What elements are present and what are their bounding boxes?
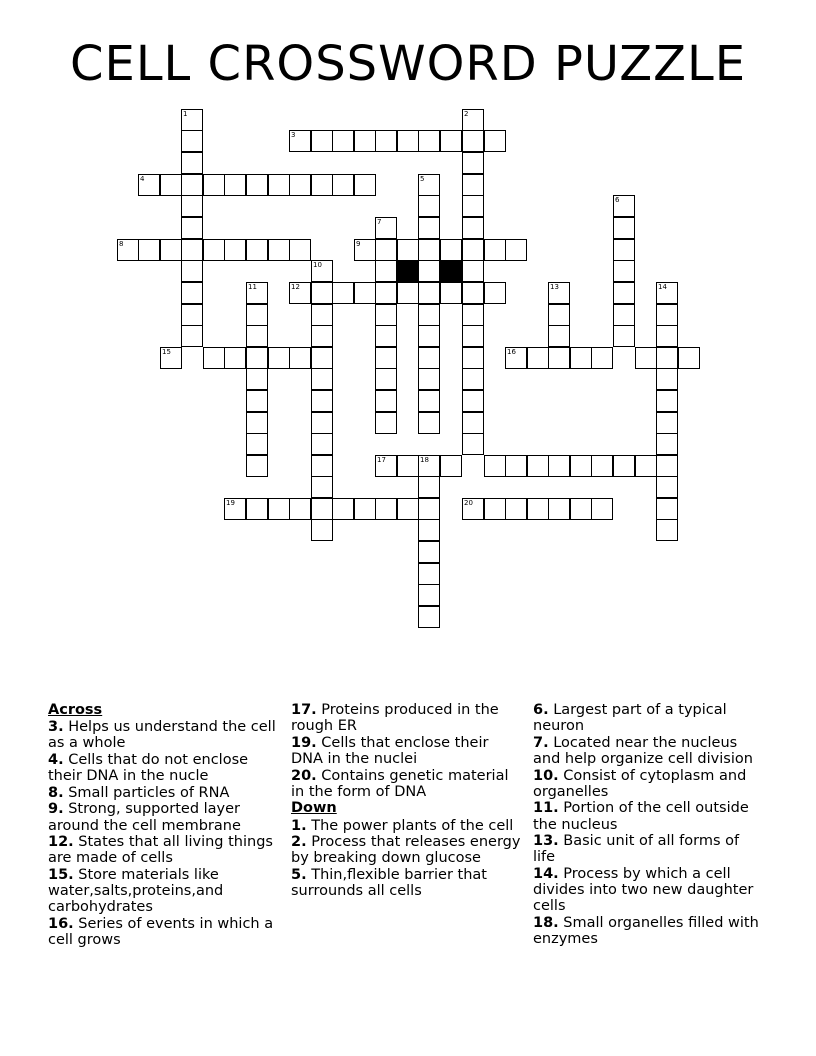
clue-number: 10. bbox=[533, 767, 559, 784]
crossword-cell[interactable] bbox=[375, 260, 397, 282]
clue-down-5 bbox=[291, 867, 523, 899]
crossword-cell[interactable] bbox=[591, 498, 613, 520]
crossword-cell[interactable] bbox=[570, 455, 592, 477]
clue-down-11 bbox=[533, 800, 765, 832]
crossword-cell[interactable] bbox=[397, 130, 419, 152]
clue-number-label: 6 bbox=[615, 196, 620, 204]
crossword-black-cell bbox=[440, 260, 462, 282]
crossword-cell[interactable] bbox=[462, 498, 484, 520]
crossword-cell[interactable] bbox=[613, 260, 635, 282]
crossword-cell[interactable] bbox=[246, 282, 268, 304]
clue-text: Consist of cytoplasm and organelles bbox=[533, 767, 747, 800]
clue-text: Series of events in which a cell grows bbox=[48, 915, 274, 949]
crossword-cell[interactable] bbox=[181, 130, 203, 152]
clue-text: Located near the nucleus and help organize cell division bbox=[533, 734, 753, 767]
crossword-cell[interactable] bbox=[656, 325, 678, 347]
clue-number: 15. bbox=[48, 866, 74, 883]
crossword-cell[interactable] bbox=[570, 347, 592, 369]
crossword-cell[interactable] bbox=[289, 174, 311, 196]
crossword-cell[interactable] bbox=[246, 347, 268, 369]
crossword-cell[interactable] bbox=[397, 239, 419, 261]
clue-across-3 bbox=[48, 719, 280, 751]
clue-number-label: 14 bbox=[658, 283, 667, 291]
crossword-cell[interactable] bbox=[375, 130, 397, 152]
crossword-cell[interactable] bbox=[505, 239, 527, 261]
crossword-cell[interactable] bbox=[332, 282, 354, 304]
clue-text: Store materials like water,salts,proteins,and carbohydrates bbox=[48, 866, 224, 916]
crossword-cell[interactable] bbox=[462, 174, 484, 196]
crossword-cell[interactable] bbox=[246, 174, 268, 196]
clue-text: Portion of the cell outside the nucleus bbox=[533, 800, 749, 833]
crossword-cell[interactable] bbox=[462, 433, 484, 455]
crossword-cell[interactable] bbox=[656, 347, 678, 369]
crossword-cell[interactable] bbox=[656, 390, 678, 412]
crossword-cell[interactable] bbox=[462, 195, 484, 217]
crossword-cell[interactable] bbox=[418, 541, 440, 563]
crossword-cell[interactable] bbox=[181, 174, 203, 196]
crossword-cell[interactable] bbox=[354, 130, 376, 152]
clue-text: Helps us understand the cell as a whole bbox=[48, 719, 276, 752]
crossword-cell[interactable] bbox=[160, 347, 182, 369]
crossword-cell[interactable] bbox=[418, 606, 440, 628]
clue-text: Basic unit of all forms of life bbox=[533, 833, 740, 866]
crossword-cell[interactable] bbox=[311, 498, 333, 520]
crossword-cell[interactable] bbox=[268, 347, 290, 369]
clue-across-19 bbox=[291, 735, 523, 767]
crossword-cell[interactable] bbox=[505, 455, 527, 477]
crossword-cell[interactable] bbox=[311, 174, 333, 196]
clue-number-label: 19 bbox=[226, 499, 235, 507]
crossword-cell[interactable] bbox=[268, 498, 290, 520]
crossword-cell[interactable] bbox=[548, 347, 570, 369]
crossword-cell[interactable] bbox=[462, 152, 484, 174]
crossword-cell[interactable] bbox=[570, 498, 592, 520]
clue-across-9 bbox=[48, 801, 280, 833]
crossword-cell[interactable] bbox=[224, 347, 246, 369]
crossword-cell[interactable] bbox=[418, 174, 440, 196]
crossword-cell[interactable] bbox=[117, 239, 139, 261]
clue-text: Process that releases energy by breaking down glucose bbox=[291, 834, 521, 867]
clue-column-3 bbox=[533, 702, 765, 948]
crossword-cell[interactable] bbox=[160, 239, 182, 261]
crossword-cell[interactable] bbox=[613, 282, 635, 304]
clue-number: 2. bbox=[291, 834, 307, 851]
crossword-cell[interactable] bbox=[181, 304, 203, 326]
clue-number: 12. bbox=[48, 834, 74, 851]
crossword-cell[interactable] bbox=[375, 347, 397, 369]
crossword-cell[interactable] bbox=[375, 412, 397, 434]
clue-number: 17. bbox=[291, 702, 317, 718]
clue-number-label: 16 bbox=[507, 348, 516, 356]
clue-text: Proteins produced in the rough ER bbox=[291, 702, 499, 735]
crossword-cell[interactable] bbox=[246, 455, 268, 477]
clue-number: 4. bbox=[48, 752, 64, 768]
crossword-cell[interactable] bbox=[613, 239, 635, 261]
crossword-cell[interactable] bbox=[332, 130, 354, 152]
clue-number-label: 2 bbox=[464, 110, 469, 118]
clue-down-13 bbox=[533, 833, 765, 865]
crossword-cell[interactable] bbox=[505, 347, 527, 369]
crossword-cell[interactable] bbox=[246, 325, 268, 347]
crossword-cell[interactable] bbox=[462, 368, 484, 390]
crossword-cell[interactable] bbox=[375, 390, 397, 412]
crossword-cell[interactable] bbox=[311, 130, 333, 152]
crossword-cell[interactable] bbox=[418, 412, 440, 434]
crossword-cell[interactable] bbox=[311, 390, 333, 412]
crossword-cell[interactable] bbox=[418, 563, 440, 585]
crossword-cell[interactable] bbox=[311, 433, 333, 455]
clue-text: Small particles of RNA bbox=[63, 784, 230, 801]
clue-down-2 bbox=[291, 834, 523, 866]
clue-number: 16. bbox=[48, 915, 74, 932]
crossword-cell[interactable] bbox=[375, 498, 397, 520]
crossword-cell[interactable] bbox=[418, 498, 440, 520]
clue-number-label: 11 bbox=[248, 283, 257, 291]
crossword-cell[interactable] bbox=[375, 282, 397, 304]
crossword-cell[interactable] bbox=[656, 433, 678, 455]
crossword-cell[interactable] bbox=[246, 498, 268, 520]
clue-number-label: 12 bbox=[291, 283, 300, 291]
crossword-cell[interactable] bbox=[613, 304, 635, 326]
clue-number-label: 1 bbox=[183, 110, 188, 118]
clue-number: 14. bbox=[533, 865, 559, 882]
crossword-cell[interactable] bbox=[160, 174, 182, 196]
crossword-cell[interactable] bbox=[656, 498, 678, 520]
crossword-cell[interactable] bbox=[527, 347, 549, 369]
crossword-cell[interactable] bbox=[181, 260, 203, 282]
crossword-cell[interactable] bbox=[656, 282, 678, 304]
clue-down-1 bbox=[291, 818, 523, 834]
crossword-cell[interactable] bbox=[418, 217, 440, 239]
crossword-cell[interactable] bbox=[375, 455, 397, 477]
clue-number-label: 9 bbox=[356, 240, 361, 248]
clue-number: 1. bbox=[291, 817, 307, 834]
crossword-cell[interactable] bbox=[397, 282, 419, 304]
clue-across-4 bbox=[48, 752, 280, 784]
crossword-black-cell bbox=[397, 260, 419, 282]
crossword-cell[interactable] bbox=[375, 304, 397, 326]
clue-number: 20. bbox=[291, 767, 317, 784]
crossword-cell[interactable] bbox=[613, 217, 635, 239]
crossword-cell[interactable] bbox=[246, 433, 268, 455]
crossword-cell[interactable] bbox=[375, 217, 397, 239]
crossword-cell[interactable] bbox=[418, 282, 440, 304]
crossword-cell[interactable] bbox=[418, 347, 440, 369]
crossword-cell[interactable] bbox=[375, 325, 397, 347]
crossword-cell[interactable] bbox=[397, 498, 419, 520]
crossword-cell[interactable] bbox=[613, 325, 635, 347]
crossword-cell[interactable] bbox=[181, 195, 203, 217]
clue-number-label: 4 bbox=[140, 175, 145, 183]
crossword-cell[interactable] bbox=[484, 282, 506, 304]
crossword-cell[interactable] bbox=[181, 325, 203, 347]
crossword-cell[interactable] bbox=[181, 239, 203, 261]
clue-down-14 bbox=[533, 866, 765, 915]
crossword-cell[interactable] bbox=[548, 498, 570, 520]
crossword-cell[interactable] bbox=[224, 174, 246, 196]
crossword-cell[interactable] bbox=[268, 174, 290, 196]
crossword-cell[interactable] bbox=[289, 282, 311, 304]
clue-text: Small organelles filled with enzymes bbox=[533, 914, 759, 948]
clue-number-label: 13 bbox=[550, 283, 559, 291]
crossword-cell[interactable] bbox=[418, 476, 440, 498]
crossword-cell[interactable] bbox=[462, 347, 484, 369]
crossword-cell[interactable] bbox=[462, 130, 484, 152]
clue-number: 3. bbox=[48, 719, 64, 736]
crossword-cell[interactable] bbox=[462, 217, 484, 239]
clue-number: 18. bbox=[533, 914, 559, 931]
crossword-cell[interactable] bbox=[656, 304, 678, 326]
crossword-cell[interactable] bbox=[484, 498, 506, 520]
crossword-cell[interactable] bbox=[440, 130, 462, 152]
crossword-cell[interactable] bbox=[418, 239, 440, 261]
clue-number-label: 3 bbox=[291, 131, 296, 139]
crossword-cell[interactable] bbox=[138, 174, 160, 196]
crossword-cell[interactable] bbox=[484, 455, 506, 477]
crossword-cell[interactable] bbox=[311, 304, 333, 326]
clue-down-18 bbox=[533, 915, 765, 947]
crossword-cell[interactable] bbox=[462, 109, 484, 131]
crossword-cell[interactable] bbox=[332, 498, 354, 520]
crossword-cell[interactable] bbox=[656, 519, 678, 541]
clue-text: The power plants of the cell bbox=[306, 817, 514, 834]
clue-text: States that all living things are made of cells bbox=[48, 834, 273, 867]
crossword-cell[interactable] bbox=[418, 195, 440, 217]
page-title: CELL CROSSWORD PUZZLE bbox=[69, 36, 747, 92]
crossword-cell[interactable] bbox=[440, 239, 462, 261]
crossword-cell[interactable] bbox=[289, 239, 311, 261]
crossword-cell[interactable] bbox=[332, 174, 354, 196]
clue-number-label: 15 bbox=[162, 348, 171, 356]
crossword-cell[interactable] bbox=[246, 412, 268, 434]
crossword-cell[interactable] bbox=[484, 239, 506, 261]
crossword-cell[interactable] bbox=[311, 260, 333, 282]
clue-text: Cells that enclose their DNA in the nuclei bbox=[291, 734, 489, 767]
clue-number-label: 20 bbox=[464, 499, 473, 507]
clue-down-6 bbox=[533, 702, 765, 734]
crossword-cell[interactable] bbox=[289, 130, 311, 152]
crossword-cell[interactable] bbox=[418, 368, 440, 390]
crossword-cell[interactable] bbox=[311, 476, 333, 498]
crossword-cell[interactable] bbox=[418, 325, 440, 347]
crossword-cell[interactable] bbox=[311, 412, 333, 434]
crossword-cell[interactable] bbox=[462, 260, 484, 282]
crossword-cell[interactable] bbox=[181, 282, 203, 304]
crossword-cell[interactable] bbox=[635, 455, 657, 477]
crossword-cell[interactable] bbox=[224, 239, 246, 261]
crossword-cell[interactable] bbox=[548, 282, 570, 304]
crossword-cell[interactable] bbox=[462, 412, 484, 434]
crossword-cell[interactable] bbox=[354, 282, 376, 304]
clue-column-1 bbox=[48, 702, 280, 949]
clue-column-2 bbox=[291, 702, 523, 900]
crossword-cell[interactable] bbox=[418, 130, 440, 152]
crossword-cell[interactable] bbox=[548, 455, 570, 477]
crossword-cell[interactable] bbox=[397, 455, 419, 477]
clue-number: 19. bbox=[291, 734, 317, 751]
crossword-cell[interactable] bbox=[181, 217, 203, 239]
clue-across-17 bbox=[291, 702, 523, 734]
crossword-cell[interactable] bbox=[311, 325, 333, 347]
crossword-cell[interactable] bbox=[613, 195, 635, 217]
clue-text: Thin,flexible barrier that surrounds all cells bbox=[291, 866, 487, 900]
crossword-cell[interactable] bbox=[418, 455, 440, 477]
crossword-cell[interactable] bbox=[613, 455, 635, 477]
crossword-cell[interactable] bbox=[462, 239, 484, 261]
clue-across-16 bbox=[48, 916, 280, 948]
crossword-cell[interactable] bbox=[527, 498, 549, 520]
clue-across-15 bbox=[48, 867, 280, 916]
clue-number-label: 5 bbox=[420, 175, 425, 183]
clue-across-20 bbox=[291, 768, 523, 800]
crossword-cell[interactable] bbox=[418, 390, 440, 412]
clue-number: 7. bbox=[533, 734, 549, 751]
crossword-cell[interactable] bbox=[591, 347, 613, 369]
crossword-cell[interactable] bbox=[440, 282, 462, 304]
clue-number: 9. bbox=[48, 801, 64, 818]
crossword-cell[interactable] bbox=[418, 519, 440, 541]
clue-across-12 bbox=[48, 834, 280, 866]
crossword-cell[interactable] bbox=[246, 368, 268, 390]
clue-across-8 bbox=[48, 785, 280, 801]
clue-text: Contains genetic material in the form of DNA bbox=[291, 767, 509, 800]
across-heading: Across bbox=[48, 702, 103, 718]
crossword-cell[interactable] bbox=[484, 130, 506, 152]
crossword-cell[interactable] bbox=[203, 347, 225, 369]
crossword-cell[interactable] bbox=[224, 498, 246, 520]
crossword-cell[interactable] bbox=[656, 476, 678, 498]
crossword-cell[interactable] bbox=[311, 368, 333, 390]
crossword-cell[interactable] bbox=[678, 347, 700, 369]
clue-number: 6. bbox=[533, 702, 549, 718]
clue-text: Process by which a cell divides into two new daughter cells bbox=[533, 865, 754, 915]
crossword-cell[interactable] bbox=[548, 304, 570, 326]
crossword-cell[interactable] bbox=[246, 239, 268, 261]
crossword-cell[interactable] bbox=[505, 498, 527, 520]
clue-number: 8. bbox=[48, 784, 64, 801]
crossword-cell[interactable] bbox=[548, 325, 570, 347]
crossword-cell[interactable] bbox=[462, 325, 484, 347]
clue-down-7 bbox=[533, 735, 765, 767]
crossword-cell[interactable] bbox=[635, 347, 657, 369]
clue-text: Cells that do not enclose their DNA in the nucle bbox=[48, 752, 249, 785]
crossword-cell[interactable] bbox=[375, 368, 397, 390]
crossword-cell[interactable] bbox=[289, 347, 311, 369]
crossword-cell[interactable] bbox=[462, 282, 484, 304]
clue-text: Strong, supported layer around the cell membrane bbox=[48, 801, 241, 834]
crossword-cell[interactable] bbox=[311, 347, 333, 369]
crossword-cell[interactable] bbox=[138, 239, 160, 261]
crossword-cell[interactable] bbox=[268, 239, 290, 261]
crossword-cell[interactable] bbox=[440, 455, 462, 477]
crossword-cell[interactable] bbox=[656, 368, 678, 390]
clue-number-label: 8 bbox=[119, 240, 124, 248]
clue-number-label: 7 bbox=[377, 218, 382, 226]
crossword-cell[interactable] bbox=[311, 282, 333, 304]
crossword-cell[interactable] bbox=[591, 455, 613, 477]
crossword-cell[interactable] bbox=[418, 584, 440, 606]
clue-text: Largest part of a typical neuron bbox=[533, 702, 727, 735]
crossword-cell[interactable] bbox=[311, 455, 333, 477]
clue-down-10 bbox=[533, 768, 765, 800]
crossword-cell[interactable] bbox=[289, 498, 311, 520]
crossword-cell[interactable] bbox=[527, 455, 549, 477]
crossword-cell[interactable] bbox=[418, 260, 440, 282]
crossword-cell[interactable] bbox=[462, 390, 484, 412]
crossword-cell[interactable] bbox=[375, 239, 397, 261]
crossword-cell[interactable] bbox=[656, 455, 678, 477]
crossword-cell[interactable] bbox=[246, 390, 268, 412]
crossword-cell[interactable] bbox=[418, 304, 440, 326]
crossword-cell[interactable] bbox=[203, 239, 225, 261]
clue-number-label: 18 bbox=[420, 456, 429, 464]
crossword-cell[interactable] bbox=[656, 412, 678, 434]
down-heading: Down bbox=[291, 800, 337, 817]
crossword-cell[interactable] bbox=[354, 498, 376, 520]
crossword-cell[interactable] bbox=[181, 152, 203, 174]
clue-number: 13. bbox=[533, 833, 559, 850]
crossword-cell[interactable] bbox=[311, 519, 333, 541]
crossword-cell[interactable] bbox=[246, 304, 268, 326]
clue-number: 11. bbox=[533, 800, 559, 817]
crossword-cell[interactable] bbox=[181, 109, 203, 131]
clue-number-label: 10 bbox=[313, 261, 322, 269]
crossword-cell[interactable] bbox=[354, 239, 376, 261]
clue-number-label: 17 bbox=[377, 456, 386, 464]
crossword-cell[interactable] bbox=[354, 174, 376, 196]
clue-number: 5. bbox=[291, 866, 307, 883]
crossword-cell[interactable] bbox=[203, 174, 225, 196]
crossword-cell[interactable] bbox=[462, 304, 484, 326]
